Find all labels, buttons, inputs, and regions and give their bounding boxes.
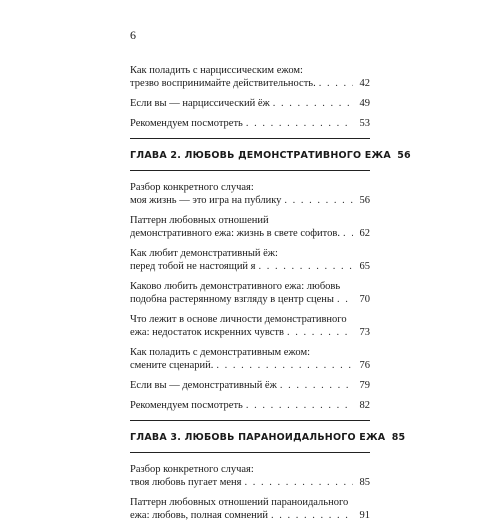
chapter-2-heading [130, 149, 411, 162]
toc-entry-line: демонстративного ежа: жизнь в свете софитов. [130, 228, 340, 239]
toc-entry-line: Паттерн любовных отношений параноидального [130, 497, 349, 508]
dot-leader [343, 227, 353, 240]
toc-entry-page: 62 [359, 228, 370, 239]
toc-entry [130, 97, 370, 110]
toc-entry-page: 53 [359, 118, 370, 129]
toc-entry [130, 346, 370, 372]
toc-entry [130, 117, 370, 130]
toc-entry [130, 280, 370, 306]
toc-entry-page: 82 [359, 400, 370, 411]
dot-leader [284, 194, 353, 207]
dot-leader [271, 509, 353, 522]
toc-entry [130, 247, 370, 273]
toc-entry-line: трезво воспринимайте действительность. [130, 78, 316, 89]
dot-leader [216, 359, 353, 372]
chapter-title: ГЛАВА 2. ЛЮБОВЬ ДЕМОНСТРАТИВНОГО ЕЖА [130, 150, 391, 161]
dot-leader [273, 97, 353, 110]
divider [130, 170, 370, 171]
section-2 [130, 181, 370, 412]
toc-entry-last-line [130, 117, 370, 130]
toc-entry-line: Если вы — нарциссический ёж [130, 98, 270, 109]
chapter-title: ГЛАВА 3. ЛЮБОВЬ ПАРАНОИДАЛЬНОГО ЕЖА [130, 432, 386, 443]
divider [130, 452, 370, 453]
toc-entry-line: моя жизнь — это игра на публику [130, 195, 282, 206]
toc-entry-line: ежа: недостаток искренних чувств [130, 327, 284, 338]
toc-entry-last-line [130, 260, 370, 273]
toc-entry-page: 85 [359, 477, 370, 488]
toc-entry-line: Рекомендуем посмотреть [130, 118, 243, 129]
chapter-page: 85 [391, 432, 406, 443]
toc-entry-last-line [130, 194, 370, 207]
toc-entry-line: подобна растерянному взгляду в центр сцены [130, 294, 334, 305]
toc-entry [130, 379, 370, 392]
toc-entry-last-line [130, 97, 370, 110]
toc-entry-page: 76 [359, 360, 370, 371]
toc-entry [130, 313, 370, 339]
toc-entry-last-line [130, 476, 370, 489]
page-number: 6 [130, 28, 136, 42]
dot-leader [280, 379, 353, 392]
divider [130, 420, 370, 421]
toc-entry-last-line [130, 293, 370, 306]
toc-entry-last-line [130, 379, 370, 392]
toc-entry-page: 56 [359, 195, 370, 206]
toc-entry [130, 463, 370, 489]
toc-entry-last-line [130, 326, 370, 339]
toc-entry-page: 49 [359, 98, 370, 109]
chapter-page: 56 [397, 150, 411, 161]
section-3 [130, 463, 370, 522]
dot-leader [337, 293, 353, 306]
toc-entry-last-line [130, 399, 370, 412]
chapter-3-heading [130, 431, 406, 444]
table-of-contents [130, 64, 411, 529]
toc-entry [130, 64, 370, 90]
toc-entry-page: 70 [359, 294, 370, 305]
toc-entry-last-line [130, 77, 370, 90]
dot-leader [319, 77, 353, 90]
dot-leader [246, 117, 353, 130]
toc-entry-line: ежа: любовь, полная сомнений [130, 510, 268, 521]
toc-entry-line: твоя любовь пугает меня [130, 477, 242, 488]
toc-entry [130, 214, 370, 240]
toc-entry-line: Рекомендуем посмотреть [130, 400, 243, 411]
toc-entry-line: Каково любить демонстративного ежа: любовь [130, 281, 341, 292]
toc-entry-last-line [130, 227, 370, 240]
dot-leader [287, 326, 353, 339]
toc-entry-page: 65 [359, 261, 370, 272]
toc-entry-line: Разбор конкретного случая: [130, 464, 254, 475]
toc-entry-last-line [130, 509, 370, 522]
toc-entry-line: смените сценарий. [130, 360, 214, 371]
toc-entry-page: 42 [359, 78, 370, 89]
toc-entry [130, 181, 370, 207]
toc-entry-line: Как поладить с демонстративным ежом: [130, 347, 311, 358]
toc-entry-line: перед тобой не настоящий я [130, 261, 256, 272]
toc-entry-line: Если вы — демонстративный ёж [130, 380, 277, 391]
dot-leader [245, 476, 354, 489]
toc-entry-line: Как поладить с нарциссическим ежом: [130, 65, 303, 76]
toc-entry-page: 79 [359, 380, 370, 391]
section-1 [130, 64, 370, 130]
divider [130, 138, 370, 139]
toc-entry-line: Разбор конкретного случая: [130, 182, 254, 193]
dot-leader [259, 260, 353, 273]
toc-entry-line: Как любит демонстративный ёж: [130, 248, 278, 259]
toc-entry-page: 91 [359, 510, 370, 521]
toc-entry-last-line [130, 359, 370, 372]
toc-entry [130, 399, 370, 412]
toc-entry-page: 73 [359, 327, 370, 338]
dot-leader [246, 399, 353, 412]
toc-entry-line: Что лежит в основе личности демонстративного [130, 314, 347, 325]
toc-entry-line: Паттерн любовных отношений [130, 215, 269, 226]
